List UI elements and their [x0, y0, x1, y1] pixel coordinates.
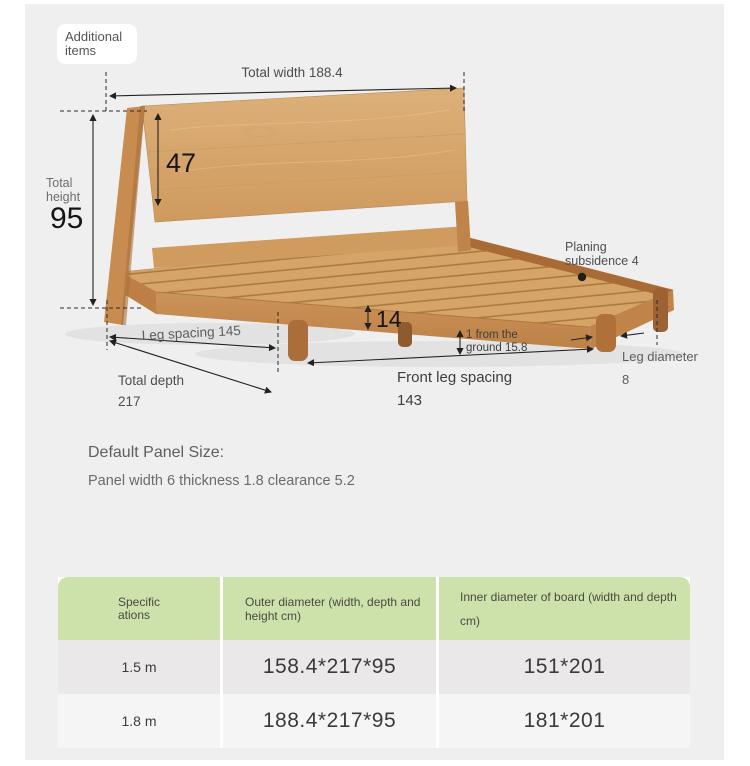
total-height-label-1: Total	[46, 176, 73, 190]
spec-row-1-8m	[58, 694, 690, 748]
planing-marker-dot	[578, 273, 586, 281]
front-leg-spacing-label-1: Front leg spacing	[397, 369, 513, 386]
leg-diameter-label-1: Leg diameter	[622, 349, 698, 364]
panel-size-detail: Panel width 6 thickness 1.8 clearance 5.2	[88, 473, 355, 489]
spec-table-header-row	[58, 577, 690, 640]
platform-thickness-label: 14	[376, 306, 402, 332]
back-right-leg	[653, 288, 668, 332]
total-height-value: 95	[50, 202, 84, 235]
header-specifications-line-1: Specific	[118, 594, 161, 609]
header-outer-diameter	[223, 577, 436, 640]
total-depth-label-1: Total depth	[118, 373, 185, 388]
header-inner-line-1: Inner diameter of board (width and depth	[460, 589, 677, 604]
inner-1-8m: 181*201	[439, 694, 690, 748]
leg-spacing-label: Leg spacing 145	[141, 322, 242, 343]
size-1-5m: 1.5 m	[58, 640, 220, 694]
header-outer-line-2: height cm)	[245, 608, 302, 623]
header-inner-diameter	[439, 577, 690, 640]
ground-clearance-label-2: ground 15.8	[466, 342, 528, 354]
leg-diameter-arrow-right	[621, 333, 644, 336]
panel-size-title: Default Panel Size:	[88, 444, 225, 461]
badge-line-2: items	[65, 43, 97, 58]
total-width-label: Total width 188.4	[241, 65, 343, 80]
leg-diameter-label-2: 8	[622, 372, 630, 387]
header-specifications	[58, 577, 220, 640]
header-specifications-line-2: ations	[118, 607, 151, 622]
front-leg-spacing-label-2: 143	[397, 392, 423, 409]
inner-1-5m: 151*201	[439, 640, 690, 694]
front-right-leg	[596, 314, 616, 352]
badge-line-1: Additional	[65, 29, 123, 44]
planing-label-1: Planing	[565, 240, 607, 254]
planing-label-2: subsidence 4	[565, 254, 639, 268]
headboard-height-label: 47	[166, 148, 197, 178]
front-left-leg	[288, 320, 308, 361]
outer-1-8m: 188.4*217*95	[223, 694, 436, 748]
header-inner-line-2: cm)	[460, 613, 480, 628]
spec-table	[58, 577, 690, 748]
ground-clearance-label-1: 1 from the	[466, 329, 518, 341]
size-1-8m: 1.8 m	[58, 694, 220, 748]
total-depth-label-2: 217	[118, 394, 141, 409]
header-outer-line-1: Outer diameter (width, depth and	[245, 594, 421, 609]
spec-row-1-5m	[58, 640, 690, 694]
default-panel-size-block	[88, 444, 355, 489]
outer-1-5m: 158.4*217*95	[223, 640, 436, 694]
total-height-label-2: height	[46, 190, 81, 204]
